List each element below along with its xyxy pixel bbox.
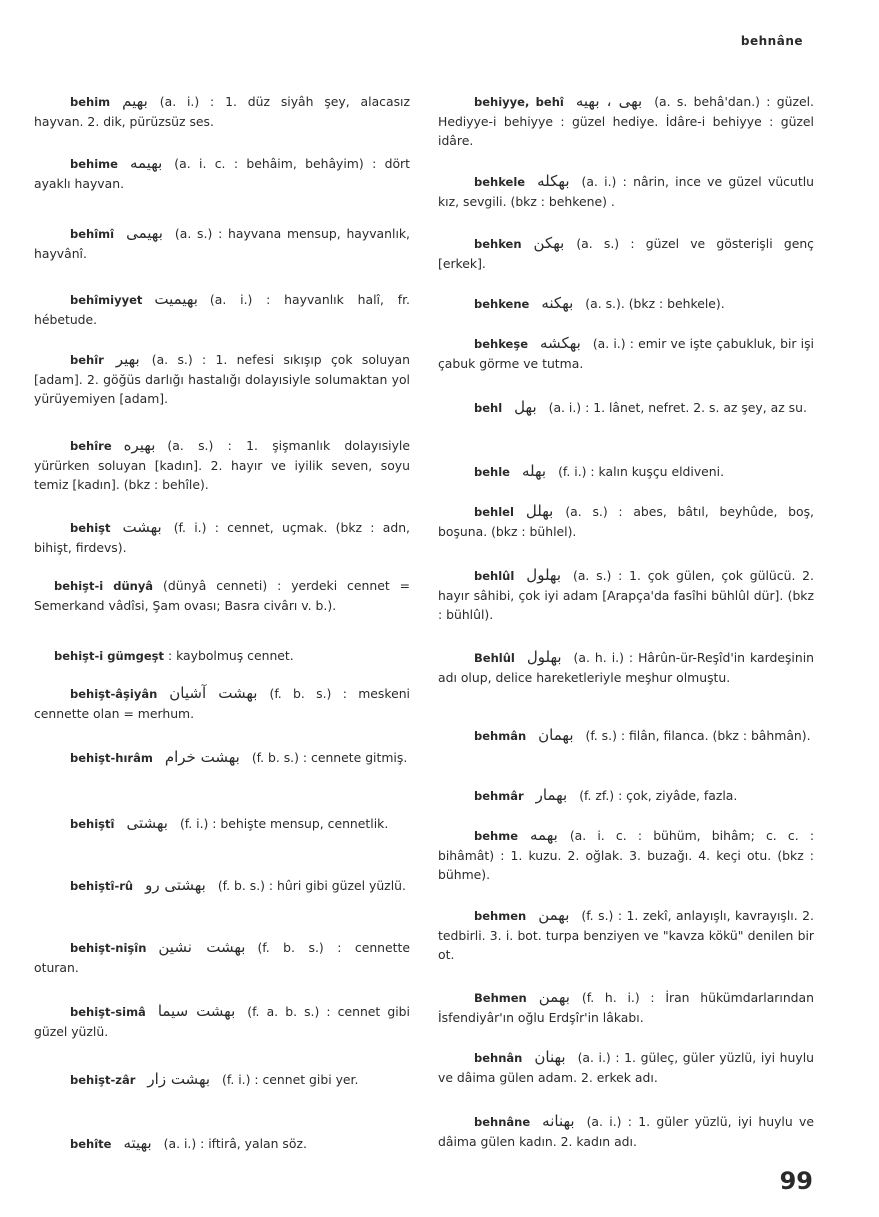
arabic-script: بهیم xyxy=(122,92,148,110)
dictionary-entry xyxy=(438,398,814,418)
definition: (f. h. i.) : İran hükümdarlarından İsfendiyâr'ın oğlu Erdşîr'in lâkabı. xyxy=(438,990,814,1025)
dictionary-entry xyxy=(438,988,814,1027)
definition: (f. i.) : cennet gibi yer. xyxy=(222,1072,359,1087)
dictionary-entry xyxy=(438,294,814,314)
headword: behlel xyxy=(474,505,514,519)
definition: (a. i. c. : behâim, behâyim) : dört ayaklı hayvan. xyxy=(34,156,410,191)
arabic-script: بهیمه xyxy=(129,154,163,172)
arabic-script: بهلول xyxy=(526,566,561,584)
arabic-script: بهیته xyxy=(123,1134,152,1152)
definition: (f. zf.) : çok, ziyâde, fazla. xyxy=(579,788,738,803)
definition: : kaybolmuş cennet. xyxy=(167,648,294,663)
arabic-script: بهشت زار xyxy=(147,1070,211,1088)
arabic-script: بهیر xyxy=(115,350,140,368)
dictionary-entry xyxy=(438,92,814,150)
dictionary-entry xyxy=(34,290,410,329)
dictionary-entry xyxy=(34,748,410,768)
dictionary-entry xyxy=(34,1002,410,1041)
page-number: 99 xyxy=(779,1167,813,1195)
arabic-script: بهشتی xyxy=(126,814,168,832)
dictionary-entry xyxy=(34,938,410,977)
definition: (a. s.) : 1. çok gülen, çok gülücü. 2. hayır sâhibi, çok iyi adam [Arapça'da fasîhi bühlûl dür]. (bkz : bühlûl). xyxy=(438,568,814,622)
headword: behiyye, behî xyxy=(474,95,564,109)
headword: behme xyxy=(474,829,519,843)
arabic-script: بهمان xyxy=(538,726,574,744)
arabic-script: بهیمی xyxy=(126,224,163,242)
arabic-script: بهکله xyxy=(537,172,570,190)
dictionary-entry xyxy=(438,726,814,746)
arabic-script: بهکشه xyxy=(540,334,581,352)
arabic-script: بهشت آشیان xyxy=(169,684,258,702)
arabic-script: بهل xyxy=(514,398,537,416)
definition: (a. i.) : nârin, ince ve güzel vücutlu kız, sevgili. (bkz : behkene) . xyxy=(438,174,814,209)
dictionary-entry xyxy=(438,648,814,687)
headword: behnân xyxy=(474,1051,523,1065)
definition: (f. a. b. s.) : cennet gibi güzel yüzlü. xyxy=(34,1004,410,1039)
headword: behmen xyxy=(474,909,527,923)
arabic-script: بهمار xyxy=(535,786,568,804)
definition: (f. i.) : kalın kuşçu eldiveni. xyxy=(558,464,725,479)
arabic-script: بهمن xyxy=(538,906,570,924)
definition: (a. s.) : güzel ve gösterişli genç [erkek]. xyxy=(438,236,814,271)
dictionary-entry xyxy=(438,172,814,211)
arabic-script: بهشتی رو xyxy=(145,876,206,894)
dictionary-entry xyxy=(438,826,814,884)
headword: behim xyxy=(70,95,111,109)
headword: behiştî xyxy=(70,817,115,831)
headword: behişt xyxy=(70,521,111,535)
headword: behmâr xyxy=(474,789,524,803)
arabic-script: بهمن xyxy=(538,988,570,1006)
dictionary-entry xyxy=(438,334,814,373)
headword: behîmiyyet xyxy=(70,293,143,307)
definition: (a. s. behâ'dan.) : güzel. Hediyye-i behiyye : güzel hediye. İdâre-i behiyye : güzel idâre. xyxy=(438,94,814,148)
headword: behlûl xyxy=(474,569,515,583)
arabic-script: بهکن xyxy=(533,234,565,252)
dictionary-entry xyxy=(34,814,410,834)
headword: behmân xyxy=(474,729,527,743)
dictionary-entry xyxy=(34,576,410,615)
headword: behîre xyxy=(70,439,112,453)
arabic-script: بهیمیت xyxy=(154,290,198,308)
headword: behişt-simâ xyxy=(70,1005,146,1019)
headword: behişt-hırâm xyxy=(70,751,153,765)
arabic-script: بهلل xyxy=(525,502,554,520)
arabic-script: بهشت نشین xyxy=(158,938,246,956)
arabic-script: بهنانه xyxy=(542,1112,575,1130)
headword: behişt-âşiyân xyxy=(70,687,158,701)
dictionary-entry xyxy=(438,462,814,482)
headword: behkene xyxy=(474,297,530,311)
dictionary-entry xyxy=(438,1048,814,1087)
headword: behkele xyxy=(474,175,526,189)
definition: (a. h. i.) : Hârûn-ür-Reşîd'in kardeşinin adı olup, delice hareketleriyle meşhur olmuştu. xyxy=(438,650,814,685)
arabic-script: بهشت xyxy=(122,518,162,536)
dictionary-entry xyxy=(34,1134,410,1154)
headword: behîte xyxy=(70,1137,112,1151)
dictionary-entry xyxy=(438,566,814,624)
arabic-script: بهشت خرام xyxy=(164,748,240,766)
definition: (f. s.) : 1. zekî, anlayışlı, kavrayışlı. 2. tedbirli. 3. i. bot. turpa benziyen ve "kavza kökü" denilen bir ot. xyxy=(438,908,814,962)
definition: (a. i.) : 1. güler yüzlü, iyi huylu ve dâima gülen kadın. 2. kadın adı. xyxy=(438,1114,814,1149)
running-header: behnâne xyxy=(740,34,803,48)
headword: behl xyxy=(474,401,503,415)
headword: Behmen xyxy=(474,991,527,1005)
arabic-script: بهکنه xyxy=(541,294,574,312)
headword: behişt-i gümgeşt xyxy=(54,649,164,663)
definition: (a. i.) : emir ve işte çabukluk, bir işi çabuk görme ve tutma. xyxy=(438,336,814,371)
dictionary-entry xyxy=(34,92,410,131)
definition: (a. s.) : abes, bâtıl, beyhûde, boş, boşuna. (bkz : bühlel). xyxy=(438,504,814,539)
dictionary-entry xyxy=(34,684,410,723)
headword: behime xyxy=(70,157,118,171)
dictionary-entry xyxy=(34,224,410,263)
arabic-script: بهنان xyxy=(534,1048,566,1066)
headword: behiştî-rû xyxy=(70,879,134,893)
headword: behle xyxy=(474,465,510,479)
dictionary-entry xyxy=(438,1112,814,1151)
definition: (f. s.) : filân, filanca. (bkz : bâhmân). xyxy=(585,728,811,743)
definition: (dünyâ cenneti) : yerdeki cennet = Semerkand vâdîsi, Şam ovası; Basra civârı v. b.). xyxy=(34,578,410,613)
headword: behnâne xyxy=(474,1115,531,1129)
definition: (f. b. s.) : meskeni cennette olan = merhum. xyxy=(34,686,410,721)
headword: behişt-nişîn xyxy=(70,941,147,955)
definition: (a. s.) : 1. şişmanlık dolayısiyle yürürken soluyan [kadın]. 2. hayır ve iyilik seven, soyu temiz [kadın]. (bkz : behîle). xyxy=(34,438,410,492)
definition: (f. i.) : behişte mensup, cennetlik. xyxy=(179,816,389,831)
headword: behkeşe xyxy=(474,337,529,351)
headword: Behlûl xyxy=(474,651,515,665)
dictionary-entry xyxy=(34,518,410,557)
definition: (a. i.) : 1. güleç, güler yüzlü, iyi huylu ve dâima gülen adam. 2. erkek adı. xyxy=(438,1050,814,1085)
dictionary-entry xyxy=(34,876,410,896)
definition: (f. b. s.) : cennete gitmiş. xyxy=(251,750,408,765)
definition: (a. i.) : 1. düz siyâh şey, alacasız hayvan. 2. dik, pürüzsüz ses. xyxy=(34,94,410,129)
dictionary-entry xyxy=(438,502,814,541)
dictionary-entry xyxy=(34,1070,410,1090)
arabic-script: بهمه xyxy=(530,826,558,844)
headword: behken xyxy=(474,237,522,251)
arabic-script: بهشت سیما xyxy=(157,1002,236,1020)
headword: behişt-zâr xyxy=(70,1073,136,1087)
definition: (a. i.) : 1. lânet, nefret. 2. s. az şey, az su. xyxy=(548,400,807,415)
definition: (a. s.). (bkz : behkele). xyxy=(585,296,725,311)
definition: (f. i.) : cennet, uçmak. (bkz : adn, bihişt, firdevs). xyxy=(34,520,410,555)
dictionary-entry xyxy=(438,786,814,806)
definition: (a. s.) : hayvana mensup, hayvanlık, hayvânî. xyxy=(34,226,410,261)
dictionary-entry xyxy=(438,234,814,273)
dictionary-entry xyxy=(34,154,410,193)
definition: (a. s.) : 1. nefesi sıkışıp çok soluyan [adam]. 2. göğüs darlığı hastalığı dolayısiyle solumaktan yol yürüyemiyen [adam]. xyxy=(34,352,410,406)
dictionary-entry xyxy=(34,436,410,494)
headword: behîr xyxy=(70,353,104,367)
dictionary-entry xyxy=(34,646,410,666)
definition: (f. b. s.) : hûri gibi güzel yüzlü. xyxy=(217,878,406,893)
definition: (a. i.) : iftirâ, yalan söz. xyxy=(163,1136,307,1151)
arabic-script: بهلول xyxy=(526,648,562,666)
arabic-script: بهی ، بهیه xyxy=(575,92,643,110)
definition: (a. i. c. : bühüm, bihâm; c. c. : bihâmât) : 1. kuzu. 2. oğlak. 3. buzağı. 4. keçi otu. (bkz : bühme). xyxy=(438,828,814,882)
dictionary-entry xyxy=(438,906,814,964)
definition: (a. i.) : hayvanlık halî, fr. hébetude. xyxy=(34,292,410,327)
headword: behişt-i dünyâ xyxy=(54,579,154,593)
dictionary-entry xyxy=(34,350,410,408)
definition: (f. b. s.) : cennette oturan. xyxy=(34,940,410,975)
arabic-script: بهله xyxy=(521,462,547,480)
arabic-script: بهیره xyxy=(123,436,156,454)
headword: behîmî xyxy=(70,227,115,241)
